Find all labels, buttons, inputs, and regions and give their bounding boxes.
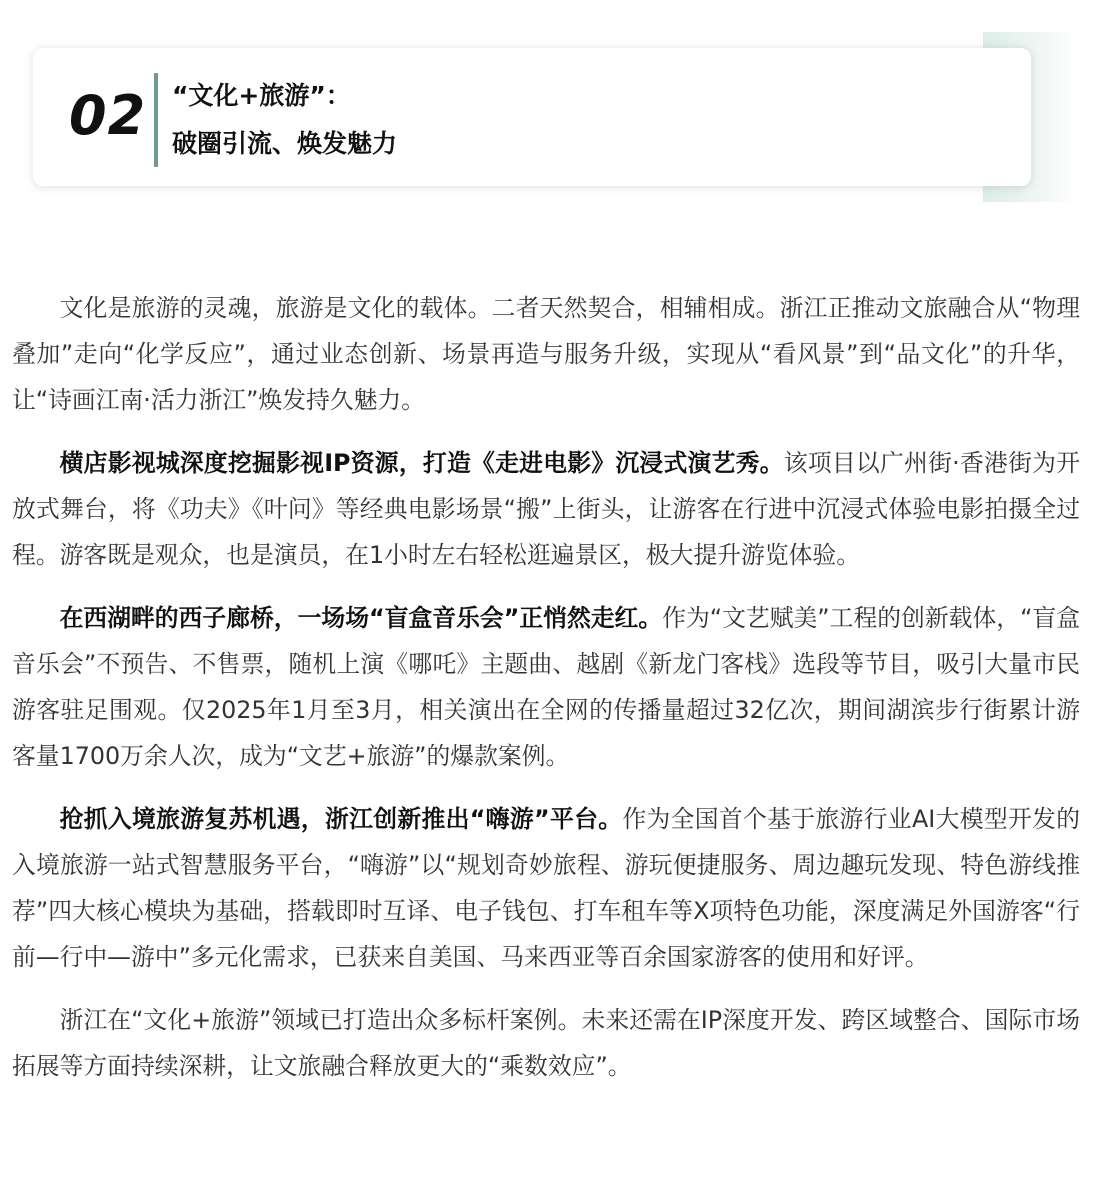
paragraph-text: 作为“文艺赋美”工程的创新载体，“盲盒音乐会”不预告、不售票，随机上演《哪吒》主题曲、越剧《新龙门客栈》选段等节目，吸引大量市民游客驻足围观。仅2025年1月至3月，相关演出在全网的传播量超过32亿次，期间湖滨步行街累计游客量1700万余人次，成为“文艺+旅游”的爆款案例。 [12, 604, 1080, 770]
paragraph-text: 作为全国首个基于旅游行业AI大模型开发的入境旅游一站式智慧服务平台，“嗨游”以“规划奇妙旅程、游玩便捷服务、周边趣玩发现、特色游线推荐”四大核心模块为基础，搭载即时互译、电子钱包、打车租车等X项特色功能，深度满足外国游客“行前—行中—游中”多元化需求，已获来自美国、马来西亚等百余国家游客的使用和好评。 [12, 805, 1081, 971]
paragraph-lead: 抢抓入境旅游复苏机遇，浙江创新推出“嗨游”平台。 [59, 805, 623, 833]
section-number: 02 [69, 84, 147, 147]
paragraph-lead: 横店影视城深度挖掘影视IP资源，打造《走进电影》沉浸式演艺秀。 [59, 449, 784, 477]
paragraph-intro [12, 285, 1080, 423]
section-title-line-1: “文化+旅游”： [172, 81, 351, 110]
title-divider [154, 73, 158, 167]
article-body [12, 285, 1080, 1106]
paragraph-text: 浙江在“文化+旅游”领域已打造出众多标杆案例。未来还需在IP深度开发、跨区域整合、国际市场拓展等方面持续深耕，让文旅融合释放更大的“乘数效应”。 [12, 1006, 1080, 1080]
paragraph-haiyou [12, 796, 1080, 980]
paragraph-text: 文化是旅游的灵魂，旅游是文化的载体。二者天然契合，相辅相成。浙江正推动文旅融合从“物理叠加”走向“化学反应”，通过业态创新、场景再造与服务升级，实现从“看风景”到“品文化”的升华，让“诗画江南·活力浙江”焕发持久魅力。 [12, 294, 1080, 414]
paragraph-hengdian [12, 440, 1080, 578]
section-title-line-2: 破圈引流、焕发魅力 [172, 129, 398, 158]
paragraph-text: 该项目以广州街·香港街为开放式舞台，将《功夫》《叶问》等经典电影场景“搬”上街头，让游客在行进中沉浸式体验电影拍摄全过程。游客既是观众，也是演员，在1小时左右轻松逛遍景区，极大提升游览体验。 [12, 449, 1080, 569]
paragraph-west-lake [12, 595, 1080, 779]
paragraph-lead: 在西湖畔的西子廊桥，一场场“盲盒音乐会”正悄然走红。 [59, 604, 663, 632]
paragraph-conclusion [12, 997, 1080, 1089]
section-header-card [33, 48, 1031, 186]
